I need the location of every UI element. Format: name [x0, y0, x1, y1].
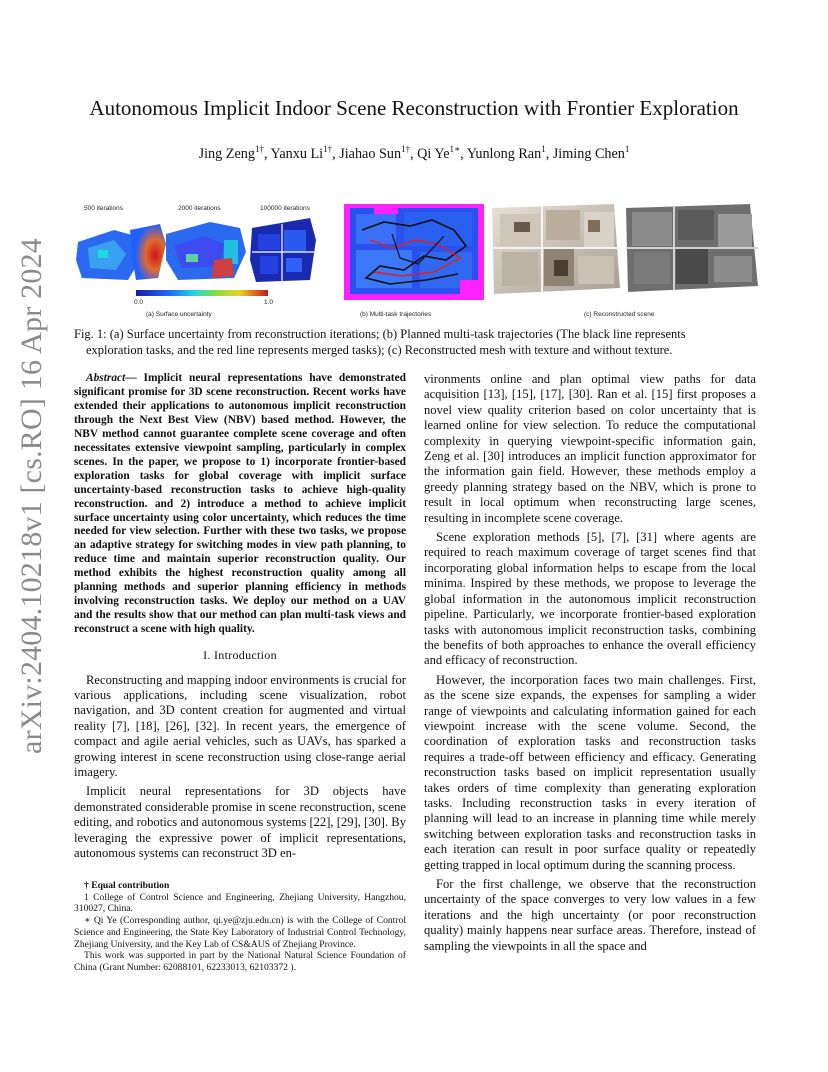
abstract: [74, 372, 406, 637]
footnotes: [74, 880, 406, 974]
author-list: [0, 146, 828, 163]
author-1: Jing Zeng$^{1\dagger}$,: [198, 144, 271, 162]
figure-1: [74, 200, 764, 322]
colorbar: [136, 290, 268, 296]
author-2: Yanxu $Li^{1\dagger}$,: [270, 144, 340, 162]
footnote-corresponding: ∗ Qi Ye (Corresponding author, qi.ye@zju.edu.cn) is with the College of Control Science and Engineering, the State Key Laboratory of Industrial Control Technology, Zhejiang University, and the Key Lab of CS&AUS of Zhejiang Province.: [74, 915, 406, 950]
footnote-equal-contribution: † Equal contribution: [84, 880, 170, 891]
author-3: Jiahao Sun$^{1\dagger}$,: [339, 144, 418, 162]
iter-label-500: 500 iterations: [84, 205, 124, 212]
footnote-funding: This work was supported in part by the National Natural Science Foundation of China (Grant Number: 62088101, 62233013, 62103372 ).: [74, 950, 406, 973]
subcaption-b: (b) Multi-task trajectories: [360, 311, 432, 318]
right-column: [424, 372, 756, 954]
intro-paragraph-1: Reconstructing and mapping indoor environments is crucial for various applications, including scene visualization, robot navigation, and 3D content creation for augmented and virtual reality [7], [18], [26], [32]. In recent years, the emergence of compact and agile aerial vehicles, such as UAVs, has sparked a growing interest in scene reconstruction using close-range aerial imagery.: [74, 672, 406, 779]
uncertainty-2000: [166, 222, 246, 280]
colorbar-max: 1.0: [264, 299, 274, 306]
reconstructed-textured: [492, 204, 620, 294]
reconstructed-untextured: [626, 204, 758, 292]
author-6: Jiming Chen$^1$: [552, 144, 630, 162]
section-heading-introduction: I. Introduction: [203, 648, 277, 663]
arxiv-stamp-text: arXiv:2404.10218v1 [cs.RO] 16 Apr 2024: [15, 238, 48, 754]
abstract-label: Abstract: [86, 372, 126, 384]
colorbar-min: 0.0: [134, 299, 144, 306]
subcaption-a: (a) Surface uncertainty: [146, 311, 212, 318]
iter-label-2000: 2000 iterations: [178, 205, 221, 212]
uncertainty-100000: [250, 218, 316, 282]
arxiv-stamp: [12, 238, 52, 754]
intro-paragraph-2: Implicit neural representations for 3D objects have demonstrated considerable promise in scene reconstruction, scene editing, and robotics and autonomous systems [22], [29], [30]. By leveraging the expressive power of implicit representations, autonomous systems can reconstruct 3D en-: [74, 784, 406, 860]
right-paragraph-3: However, the incorporation faces two main challenges. First, as the scene size expands, the expenses for sampling a wider range of viewpoints and calculating information gained for each viewpoint increase with the scene volume. Second, the coordination of exploration tasks and reconstruction tasks requires a trade-off between efficiency and efficacy. Generating reconstruction tasks based on implicit representation usually takes orders of time complexity than generating exploration tasks. Including reconstruction tasks in every iteration of planning will lead to an increase in planning time while merely switching between exploration tasks and reconstruction tasks in each iteration can result in poor surface quality or repeatedly getting trapped in local optimum during the scanning process.: [424, 672, 756, 872]
right-paragraph-2: Scene exploration methods [5], [7], [31] where agents are required to reach maximum coverage of target scenes find that incorporating global information helps to escape from the local minima. Inspired by these methods, we propose to leverage the global information in the autonomous implicit reconstruction pipeline. Particularly, we incorporate frontier-based exploration tasks with autonomous implicit reconstruction tasks, combining the benefits of both approaches to enhance the overall efficiency and efficacy of reconstruction.: [424, 530, 756, 668]
left-column: [74, 372, 406, 861]
subcaption-c: (c) Reconstructed scene: [584, 311, 655, 318]
trajectory-map: [344, 204, 484, 300]
figure-caption-line-1: Fig. 1: (a) Surface uncertainty from reconstruction iterations; (b) Planned multi-task trajectories (The black line represents: [74, 327, 686, 341]
right-paragraph-4: For the first challenge, we observe that the reconstruction uncertainty of the space converges to very low values in a few iterations and the high uncertainty (or poor reconstruction quality) mainly happens near surface areas. Therefore, instead of sampling the viewpoints in all the space and: [424, 877, 756, 953]
figure-1-graphic: [74, 200, 764, 322]
figure-caption-line-2: exploration tasks, and the red line represents merged tasks); (c) Reconstructed mesh with texture and without texture.: [86, 342, 673, 357]
uncertainty-500: [76, 224, 166, 280]
figure-caption: [74, 327, 764, 358]
author-4: Qi $Ye^{1∗}$,: [417, 144, 467, 162]
right-paragraph-1: vironments online and plan optimal view paths for data acquisition [13], [15], [17], [30]. Ran et al. [15] first proposes a novel view quality criterion based on color uncertainty that is learned online for view selection. To reduce the computational complexity in querying viewpoint-specific information gain, Zeng et al. [30] introduces an implicit function approximator for the information gain field. However, these methods employ a greedy planning strategy based on the NBV, which is prone to result in local optimum when reconstructing large scenes, resulting in incomplete scene coverage.: [424, 372, 756, 525]
author-5: Yunlong Ran$^1$,: [466, 144, 553, 162]
abstract-text: — Implicit neural representations have demonstrated significant promise for 3D scene reconstruction. Recent works have extended their applications to autonomous implicit reconstruction through the Next Best View (NBV) based method. However, the NBV method cannot guarantee complete scene coverage and often necessitates extensive viewpoint sampling, particularly in complex scenes. In the paper, we propose to 1) incorporate frontier-based exploration tasks for global coverage with implicit surface uncertainty-based reconstruction tasks to achieve high-quality reconstruction. and 2) introduce a method to achieve implicit surface uncertainty using color uncertainty, which reduces the time needed for view selection. Further with these two tasks, we propose an adaptive strategy for switching modes in view path planning, to reduce time and maintain superior reconstruction quality. Our method exhibits the highest reconstruction quality among all planning methods and superior planning efficiency in methods involving reconstruction tasks. We deploy our method on a UAV and the results show that our method can plan multi-task views and reconstruct a scene with high quality.: [74, 372, 406, 636]
iter-label-100000: 100000 iterations: [260, 205, 310, 212]
footnote-affiliation: 1 College of Control Science and Engineering, Zhejiang University, Hangzhou, 310027, China.: [74, 891, 406, 915]
paper-title: Autonomous Implicit Indoor Scene Reconstruction with Frontier Exploration: [89, 96, 739, 120]
